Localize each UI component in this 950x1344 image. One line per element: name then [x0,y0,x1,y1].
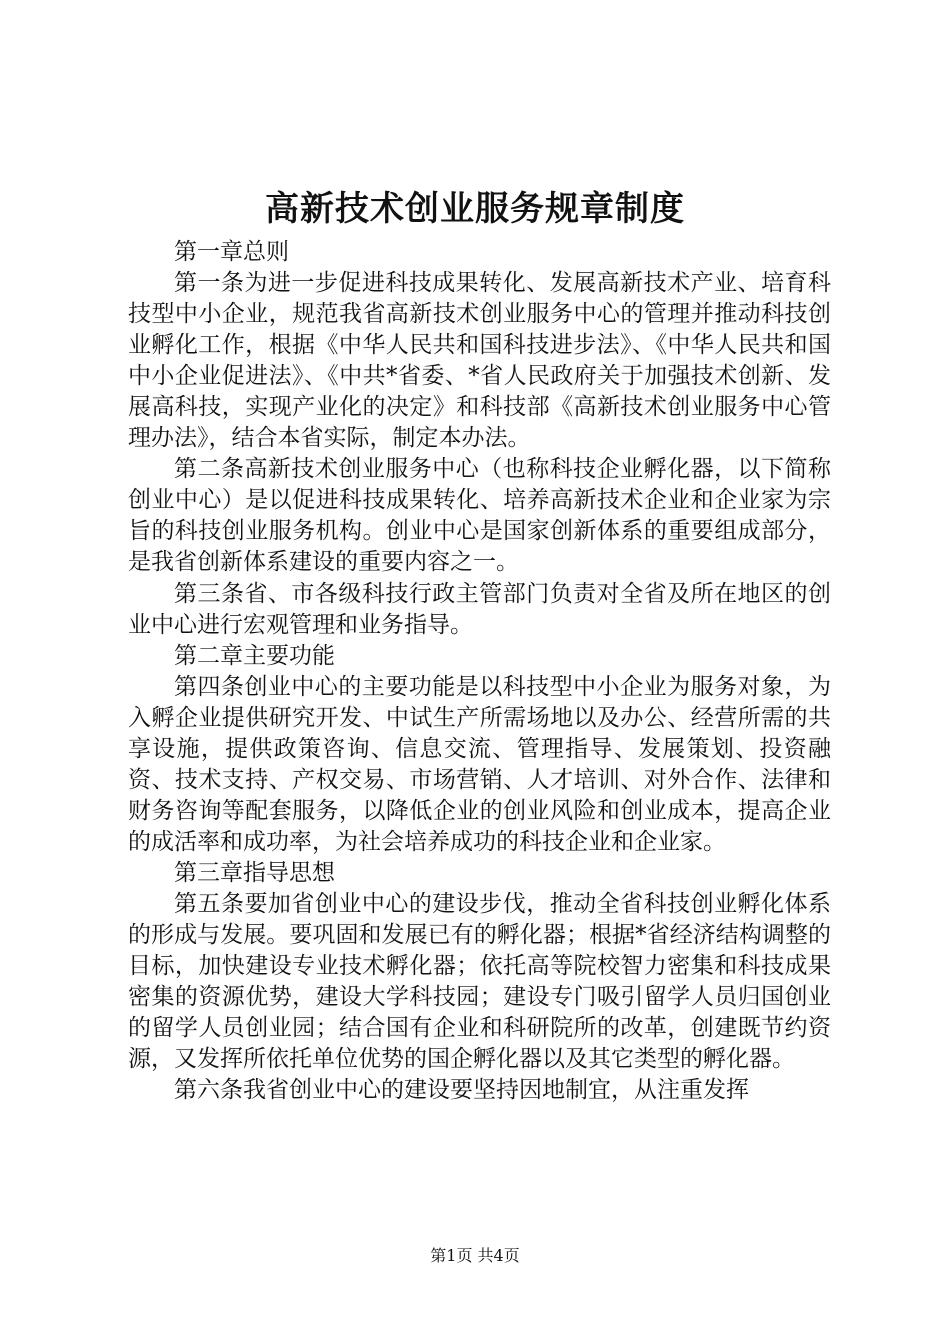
chapter-heading: 第三章指导思想 [174,859,335,886]
page-footer: 第1页 共4页 [430,1246,520,1265]
article-paragraph: 第一条为进一步促进科技成果转化、发展高新技术产业、培育科技型中小企业，规范我省高新技术创业服务中心的管理并推动科技创业孵化工作，根据《中华人民共和国科技进步法》、《中华人民共和国中小企业促进法》、《中共*省委、*省人民政府关于加强技术创新、发展高科技，实现产业化的决定》和科技部《高新技术创业服务中心管理办法》，结合本省实际，制定本办法。 [128,270,831,452]
article-paragraph: 第六条我省创业中心的建设要坚持因地制宜，从注重发挥 [174,1077,749,1104]
article-paragraph: 第三条省、市各级科技行政主管部门负责对全省及所在地区的创业中心进行宏观管理和业务指导。 [128,580,831,638]
article-paragraph: 第五条要加省创业中心的建设步伐，推动全省科技创业孵化体系的形成与发展。要巩固和发展已有的孵化器；根据*省经济结构调整的目标，加快建设专业技术孵化器；依托高等院校智力密集和科技成果密集的资源优势，建设大学科技园；建设专门吸引留学人员归国创业的留学人员创业园；结合国有企业和科研院所的改革，创建既节约资源，又发挥所依托单位优势的国企孵化器以及其它类型的孵化器。 [128,890,831,1073]
chapter-heading: 第一章总则 [174,239,289,265]
article-paragraph: 第四条创业中心的主要功能是以科技型中小企业为服务对象，为入孵企业提供研究开发、中试生产所需场地以及办公、经营所需的共享设施，提供政策咨询、信息交流、管理指导、发展策划、投资融资、技术支持、产权交易、市场营销、人才培训、对外合作、法律和财务咨询等配套服务，以降低企业的创业风险和创业成本，提高企业的成活率和成功率，为社会培养成功的科技企业和企业家。 [128,673,831,855]
document-title: 高新技术创业服务规章制度 [265,189,685,229]
article-paragraph: 第二条高新技术创业服务中心（也称科技企业孵化器，以下简称创业中心）是以促进科技成果转化、培养高新技术企业和企业家为宗旨的科技创业服务机构。创业中心是国家创新体系的重要组成部分，是我省创新体系建设的重要内容之一。 [128,456,831,576]
document-body [128,237,831,1106]
chapter-heading: 第二章主要功能 [174,642,335,669]
